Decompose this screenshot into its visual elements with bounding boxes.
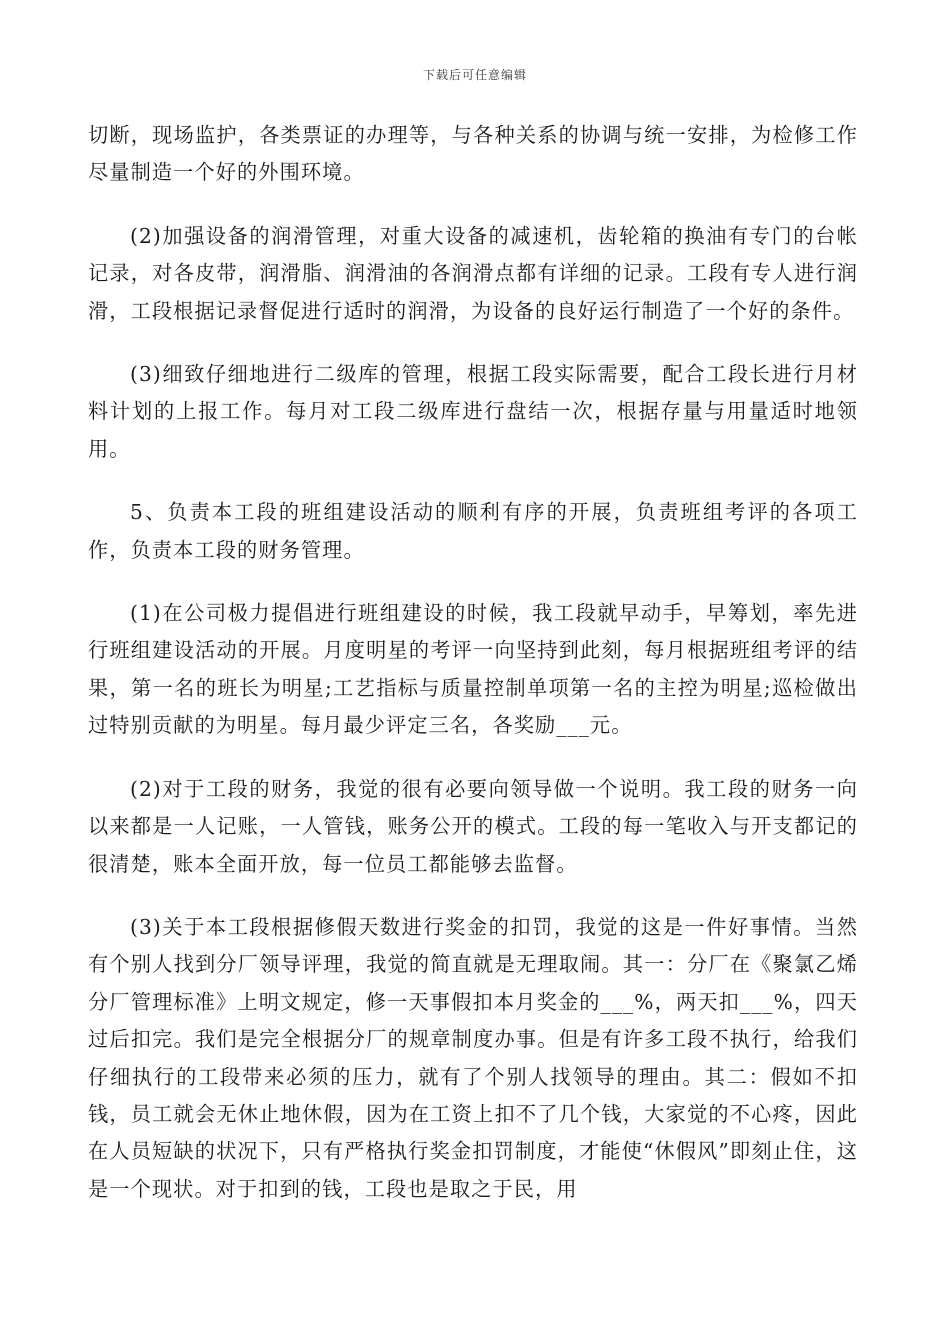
document-body [88,117,858,1234]
page-header: 下载后可任意编辑 [422,68,527,82]
paragraph-continuation: 切断，现场监护，各类票证的办理等，与各种关系的协调与统一安排，为检修工作尽量制造一个好的外围环境。 [88,123,858,185]
paragraph-team-building: (1)在公司极力提倡进行班组建设的时候，我工段就早动手，早筹划，率先进行班组建设活动的开展。月度明星的考评一向坚持到此刻，每月根据班组考评的结果，第一名的班长为明星;工艺指标与质量控制单项第一名的主控为明星;巡检做出过特别贡献的为明星。每月最少评定三名，各奖励___元。 [88,601,858,738]
paragraph-warehouse: (3)细致仔细地进行二级库的管理，根据工段实际需要，配合工段长进行月材料计划的上报工作。每月对工段二级库进行盘结一次，根据存量与用量适时地领用。 [88,362,858,461]
paragraph-section-5: 5、负责本工段的班组建设活动的顺利有序的开展，负责班组考评的各项工作，负责本工段的财务管理。 [88,500,858,562]
paragraph-finance: (2)对于工段的财务，我觉的很有必要向领导做一个说明。我工段的财务一向以来都是一人记账，一人管钱，账务公开的模式。工段的每一笔收入与开支都记的很清楚，账本全面开放，每一位员工都能够去监督。 [88,776,858,876]
paragraph-bonus-deduction: (3)关于本工段根据修假天数进行奖金的扣罚，我觉的这是一件好事情。当然有个别人找到分厂领导评理，我觉的简直就是无理取闹。其一：分厂在《聚氯乙烯分厂管理标准》上明文规定，修一天事假扣本月奖金的___%，两天扣___%，四天过后扣完。我们是完全根据分厂的规章制度办事。但是有许多工段不执行，给我们仔细执行的工段带来必须的压力，就有了个别人找领导的理由。其二：假如不扣钱，员工就会无休止地休假，因为在工资上扣不了几个钱，大家觉的不心疼，因此在人员短缺的状况下，只有严格执行奖金扣罚制度，才能使“休假风”即刻止住，这是一个现状。对于扣到的钱，工段也是取之于民，用 [88,914,858,1201]
paragraph-lubrication: (2)加强设备的润滑管理，对重大设备的减速机，齿轮箱的换油有专门的台帐记录，对各皮带，润滑脂、润滑油的各润滑点都有详细的记录。工段有专人进行润滑，工段根据记录督促进行适时的润滑，为设备的良好运行制造了一个好的条件。 [88,223,858,323]
